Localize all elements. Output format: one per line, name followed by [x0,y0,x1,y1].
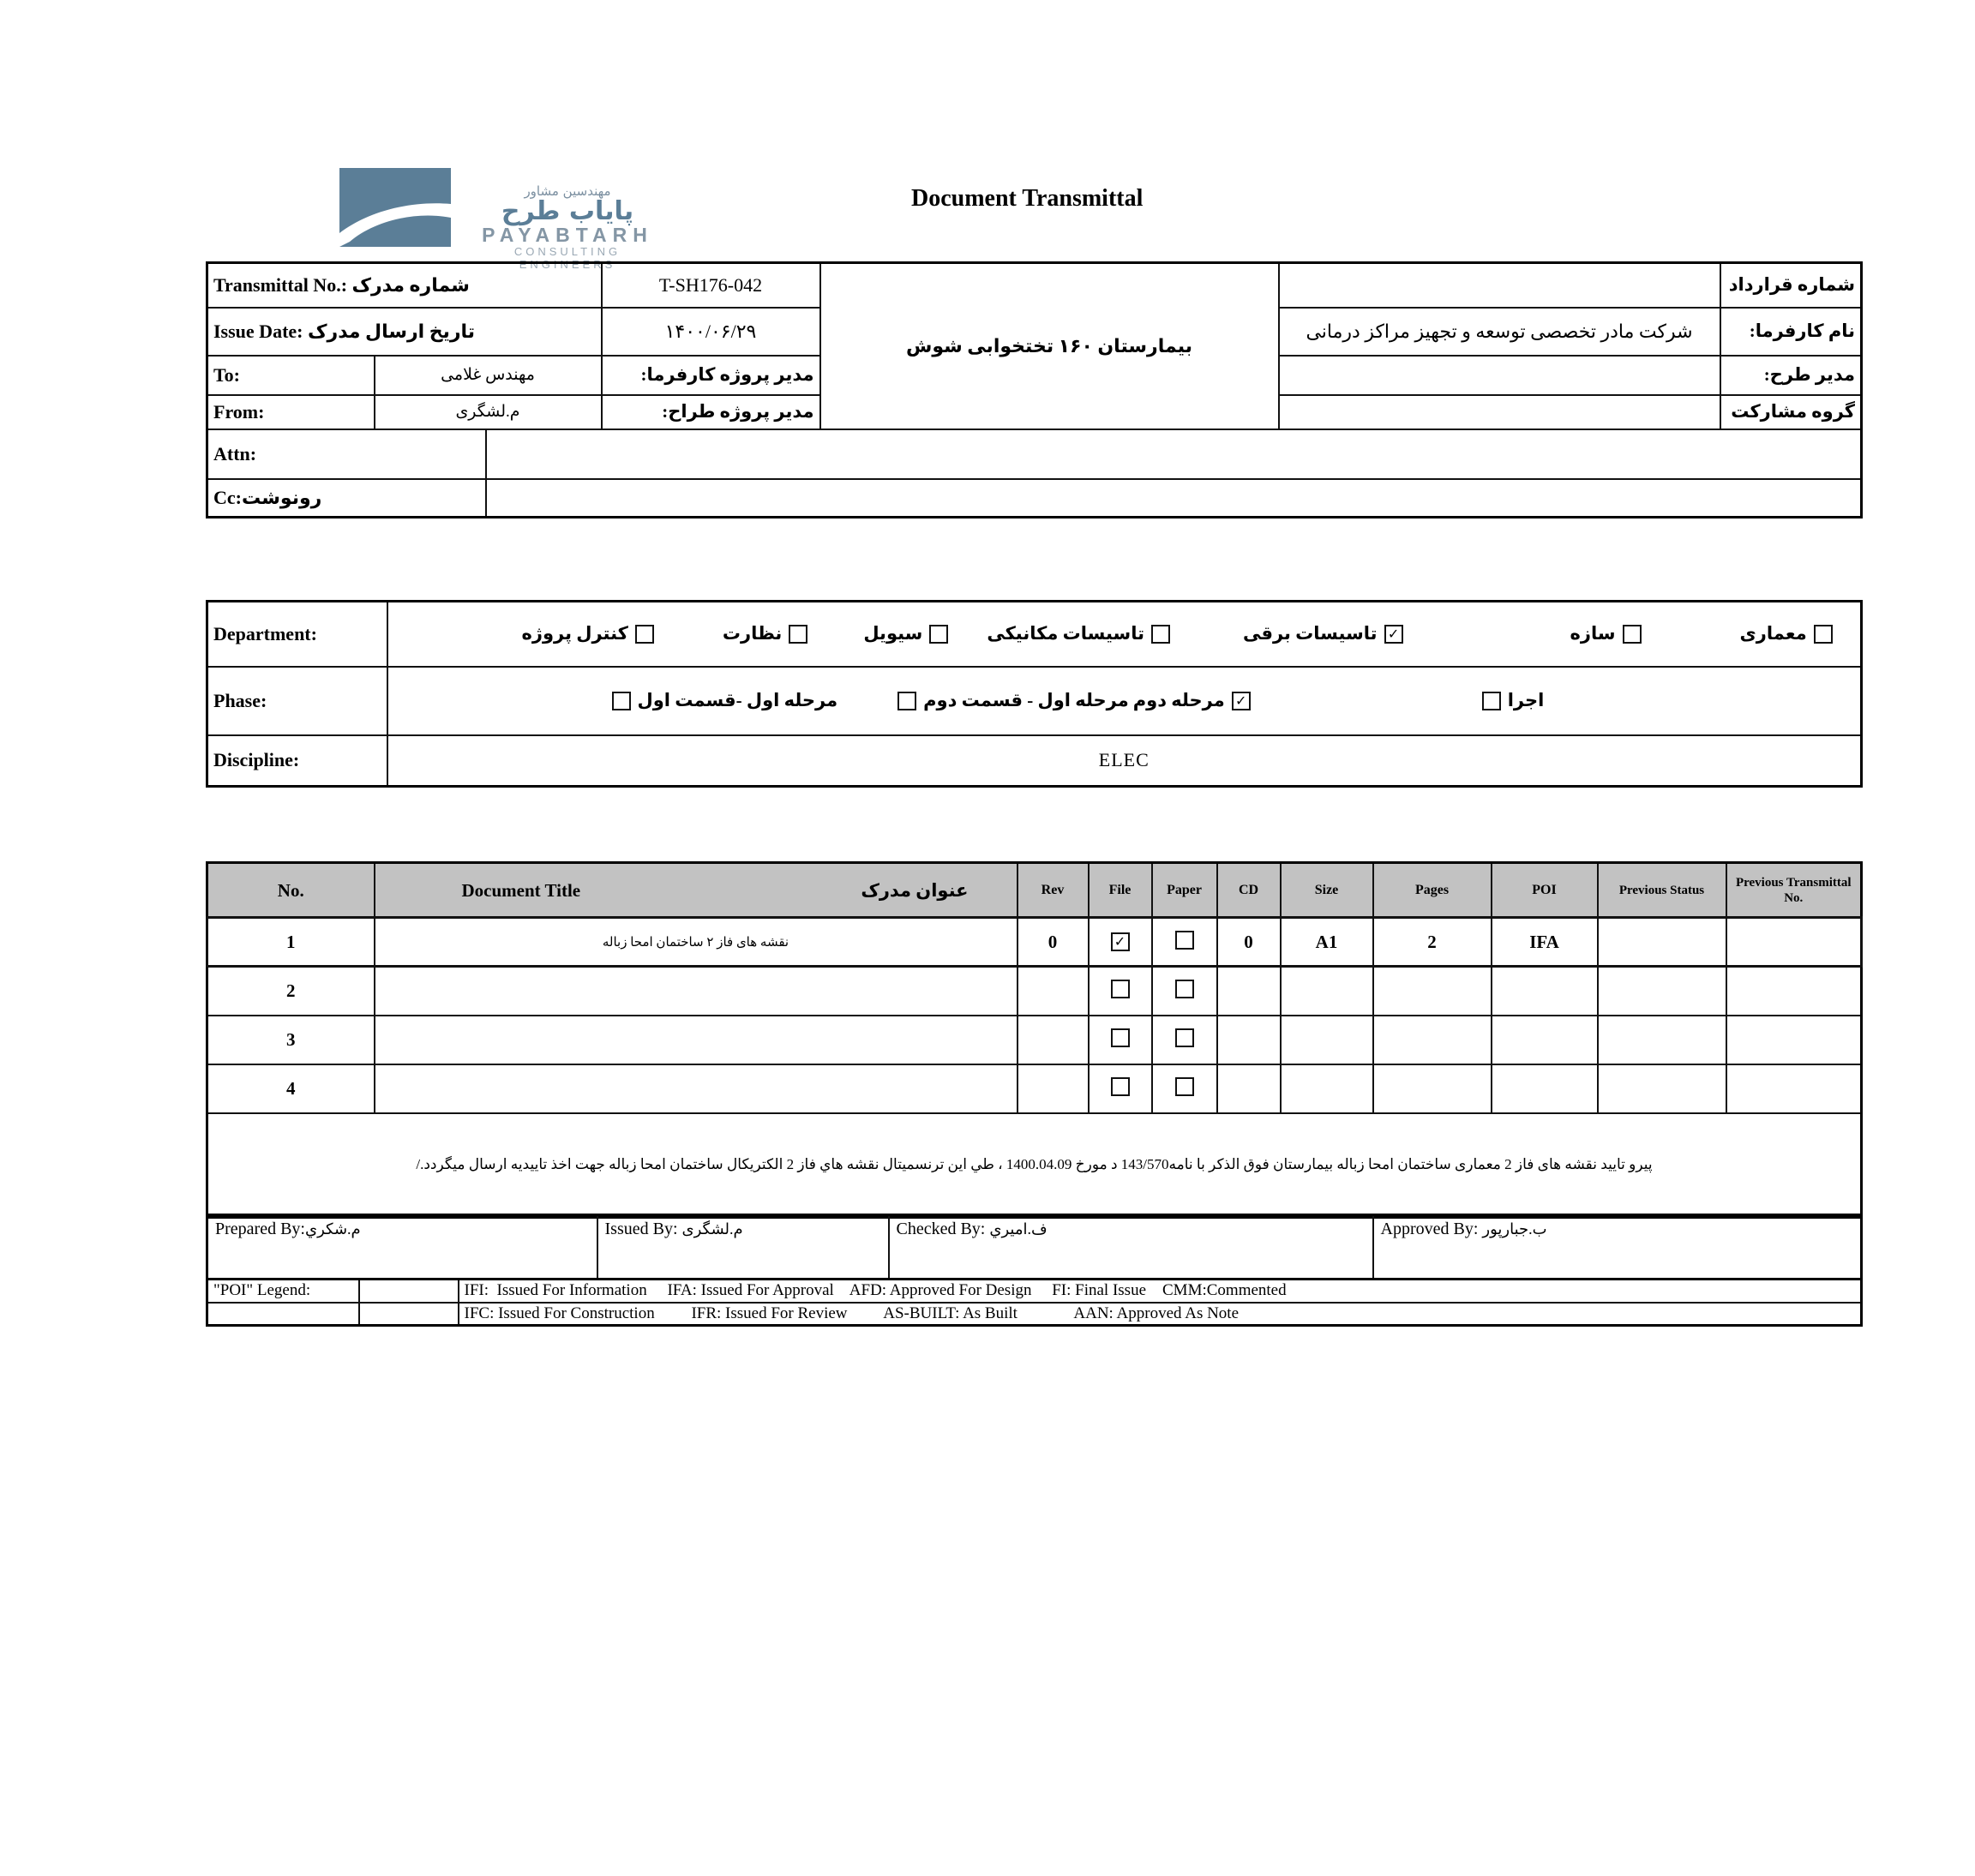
checkbox-icon [789,625,807,644]
checkbox-icon: ✓ [1384,625,1403,644]
client-name-value: شرکت مادر تخصصی توسعه و تجهیز مراکز درمانی [1279,308,1720,356]
col-header-file: File [1089,863,1152,918]
col-header-document-title: Document Title [461,879,581,901]
checkbox-icon [1151,625,1170,644]
partnership-value [1279,395,1720,429]
col-header-pages: Pages [1373,863,1492,918]
cc-label: Cc:رونوشت [207,479,486,518]
project-name: بیمارستان ۱۶۰ تختخوابی شوش [820,263,1279,429]
approved-by-value: ب.جبارپور [1482,1220,1547,1238]
department-options [393,623,1856,644]
transmittal-no-value: T-SH176-042 [602,263,820,308]
file-checkbox-icon [1111,980,1130,998]
prepared-by-label: Prepared By: [215,1220,305,1238]
logo-english-name: PAYABTARH [482,224,653,246]
checkbox-icon [1623,625,1642,644]
to-label: To: [207,356,375,395]
transmittal-no-label: Transmittal No.: شماره مدرک [207,263,602,308]
phase-option-stage1-part1: مرحله اول -قسمت اول [612,690,838,711]
prepared-by-cell [207,1215,597,1280]
department-option-structure: سازه [1570,623,1642,644]
from-label: From: [207,395,375,429]
attn-label: Attn: [207,429,486,479]
discipline-value: ELEC [387,735,1862,787]
department-option-electrical: تاسیسات برقی ✓ [1243,623,1403,644]
col-header-cd: CD [1217,863,1281,918]
department-option-supervision: نظارت [723,623,807,644]
poi-legend-line2: IFC: Issued For Construction IFR: Issued For Review AS-BUILT: As Built AAN: Approved As Note [459,1303,1862,1326]
design-manager-value [1279,356,1720,395]
issue-date-label: Issue Date: تاریخ ارسال مدرک [207,308,602,356]
contract-no-label: شماره قرارداد [1720,263,1862,308]
document-row: 2 [207,967,1862,1016]
transmittal-info-table [206,261,1863,518]
col-header-previous-transmittal-no: Previous Transmittal No. [1726,863,1862,918]
documents-table [206,861,1863,1219]
logo-persian-tagline: مهندسین مشاور [524,183,611,199]
poi-legend-spacer [359,1280,459,1303]
department-option-mechanical: تاسیسات مکانیکی [987,623,1170,644]
prepared-by-value: م.شكري [304,1220,361,1238]
cc-value [486,479,1862,518]
discipline-label: Discipline: [207,735,387,787]
document-title-cell: نقشه های فاز ۲ ساختمان امحا زباله [375,918,1018,967]
checked-by-value: ف.امیري [989,1220,1048,1238]
col-header-size: Size [1281,863,1373,918]
logo-english-subtitle: CONSULTING ENGINEERS [513,245,621,271]
issued-by-value: م.لشگری [681,1220,743,1238]
col-header-rev: Rev [1018,863,1089,918]
col-header-document-title-fa: عنوان مدرک [861,879,969,901]
document-row: 3 [207,1016,1862,1064]
col-header-no: No. [207,863,375,918]
logo-swoosh-icon [339,168,451,247]
checkbox-icon [612,692,631,710]
designer-pm-label: مدیر پروژه طراح: [602,395,820,429]
file-checkbox-icon [1111,1028,1130,1047]
document-row: 4 [207,1064,1862,1113]
paper-checkbox-icon [1175,1077,1194,1096]
paper-checkbox-icon [1175,1028,1194,1047]
design-manager-label: مدیر طرح: [1720,356,1862,395]
issue-date-value: ۱۴۰۰/۰۶/۲۹ [602,308,820,356]
contract-no-value [1279,263,1720,308]
phase-label: Phase: [207,667,387,735]
phase-options [393,690,1856,711]
poi-legend-line1: IFI: Issued For Information IFA: Issued For Approval AFD: Approved For Design FI: Final Issue CMM:Commented [459,1280,1862,1303]
department-label: Department: [207,602,387,667]
classification-table [206,600,1863,788]
phase-option-execution: اجرا [1482,690,1545,711]
client-pm-label: مدیر پروژه کارفرما: [602,356,820,395]
phase-option-stage1-part2: مرحله اول - قسمت دوم [897,690,1129,711]
from-value: م.لشگری [375,395,602,429]
paper-checkbox-icon [1175,931,1194,950]
phase-option-stage2: مرحله دوم ✓ [1133,690,1251,711]
checkbox-icon [1482,692,1501,710]
poi-legend-table [206,1278,1863,1327]
file-checkbox-icon [1111,1077,1130,1096]
page-title: Document Transmittal [911,185,1144,212]
partnership-label: گروه مشارکت [1720,395,1862,429]
document-row: 1 نقشه های فاز ۲ ساختمان امحا زباله 0 ✓ 0 A1 2 IFA [207,918,1862,967]
paper-checkbox-icon [1175,980,1194,998]
company-logo [339,168,670,271]
checkbox-icon [929,625,948,644]
department-option-civil: سیویل [863,623,948,644]
issued-by-cell [597,1215,889,1280]
to-value: مهندس غلامی [375,356,602,395]
department-option-project-control: کنترل پروژه [522,623,654,644]
checkbox-icon [1814,625,1833,644]
checkbox-icon: ✓ [1232,692,1251,710]
file-checkbox-icon: ✓ [1111,932,1130,951]
signatures-table [206,1214,1863,1280]
issued-by-label: Issued By: [604,1220,682,1238]
col-header-poi: POI [1492,863,1598,918]
checked-by-cell [889,1215,1373,1280]
checked-by-label: Checked By: [896,1220,990,1238]
logo-persian-name: پایاب طرح [501,196,634,226]
approved-by-cell [1373,1215,1862,1280]
poi-legend-label: "POI" Legend: [207,1280,359,1303]
col-header-paper: Paper [1152,863,1217,918]
client-name-label: نام کارفرما: [1720,308,1862,356]
col-header-previous-status: Previous Status [1598,863,1726,918]
checkbox-icon [635,625,654,644]
department-option-architecture: معماری [1740,623,1833,644]
transmittal-note: پیرو تایید نقشه های فاز 2 معماری ساختمان امحا زباله بیمارستان فوق الذکر با نامه143/570 د مورخ 1400.04.09 ، طي اين ترنسميتال نقشه هاي فاز 2 الكتريكال ساختمان امحا زباله جهت اخذ تاييديه ارسال ميگردد./ [207,1113,1862,1218]
checkbox-icon [897,692,916,710]
approved-by-label: Approved By: [1380,1220,1483,1238]
attn-value [486,429,1862,479]
